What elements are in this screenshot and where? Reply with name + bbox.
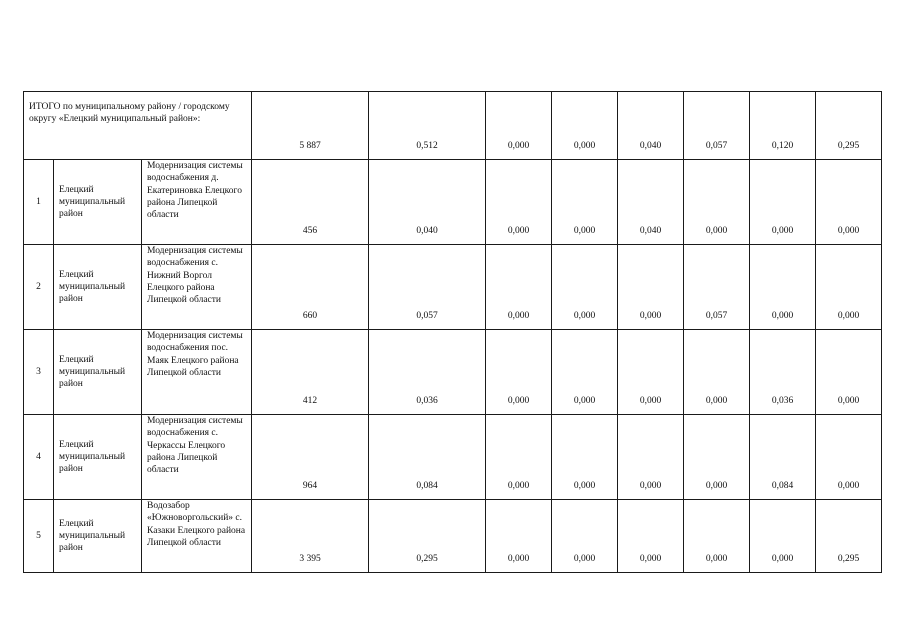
row-number: 3 [24,330,54,415]
table-row [24,415,882,500]
value-cell: 0,000 [552,330,618,415]
cost-cell: 3 395 [252,500,369,573]
value-cell: 0,057 [684,245,750,330]
row-number: 2 [24,245,54,330]
total-value-cell: 0,120 [750,92,816,160]
value-cell: 0,000 [618,245,684,330]
value-cell: 0,040 [369,160,486,245]
total-label: ИТОГО по муниципальному району / городскому округу «Елецкий муниципальный район»: [24,92,252,160]
value-cell: 0,000 [618,415,684,500]
cost-cell: 412 [252,330,369,415]
total-cost-cell: 5 887 [252,92,369,160]
value-cell: 0,084 [750,415,816,500]
value-cell: 0,036 [750,330,816,415]
program-table [23,91,882,573]
cost-cell: 964 [252,415,369,500]
value-cell: 0,000 [684,500,750,573]
cost-cell: 456 [252,160,369,245]
value-cell: 0,057 [369,245,486,330]
table-row [24,500,882,573]
value-cell: 0,295 [369,500,486,573]
value-cell: 0,000 [552,245,618,330]
value-cell: 0,000 [684,160,750,245]
value-cell: 0,000 [552,500,618,573]
cost-cell: 660 [252,245,369,330]
total-value-cell: 0,000 [552,92,618,160]
object-name: Модернизация системы водоснабжения д. Екатериновка Елецкого района Липецкой области [142,160,252,245]
total-value-cell: 0,057 [684,92,750,160]
district-name: Елецкий муниципальный район [54,415,142,500]
row-number: 1 [24,160,54,245]
value-cell: 0,000 [816,330,882,415]
value-cell: 0,040 [618,160,684,245]
value-cell: 0,000 [486,160,552,245]
value-cell: 0,000 [750,160,816,245]
value-cell: 0,000 [618,330,684,415]
total-value-cell: 0,512 [369,92,486,160]
value-cell: 0,000 [486,330,552,415]
district-name: Елецкий муниципальный район [54,160,142,245]
table-row [24,160,882,245]
object-name: Модернизация системы водоснабжения пос. Маяк Елецкого района Липецкой области [142,330,252,415]
table-row [24,330,882,415]
value-cell: 0,000 [486,500,552,573]
value-cell: 0,000 [816,245,882,330]
district-name: Елецкий муниципальный район [54,330,142,415]
value-cell: 0,295 [816,500,882,573]
value-cell: 0,000 [750,245,816,330]
district-name: Елецкий муниципальный район [54,500,142,573]
row-number: 4 [24,415,54,500]
value-cell: 0,000 [618,500,684,573]
object-name: Модернизация системы водоснабжения с. Нижний Воргол Елецкого района Липецкой области [142,245,252,330]
object-name: Водозабор «Южноворгольский» с. Казаки Елецкого района Липецкой области [142,500,252,573]
value-cell: 0,036 [369,330,486,415]
total-value-cell: 0,295 [816,92,882,160]
row-number: 5 [24,500,54,573]
value-cell: 0,000 [816,415,882,500]
total-value-cell: 0,000 [486,92,552,160]
value-cell: 0,000 [684,415,750,500]
value-cell: 0,000 [552,160,618,245]
total-row [24,92,882,160]
value-cell: 0,000 [816,160,882,245]
value-cell: 0,000 [684,330,750,415]
total-value-cell: 0,040 [618,92,684,160]
value-cell: 0,000 [486,415,552,500]
value-cell: 0,084 [369,415,486,500]
value-cell: 0,000 [750,500,816,573]
table-row [24,245,882,330]
object-name: Модернизация системы водоснабжения с. Черкассы Елецкого района Липецкой области [142,415,252,500]
value-cell: 0,000 [552,415,618,500]
value-cell: 0,000 [486,245,552,330]
district-name: Елецкий муниципальный район [54,245,142,330]
